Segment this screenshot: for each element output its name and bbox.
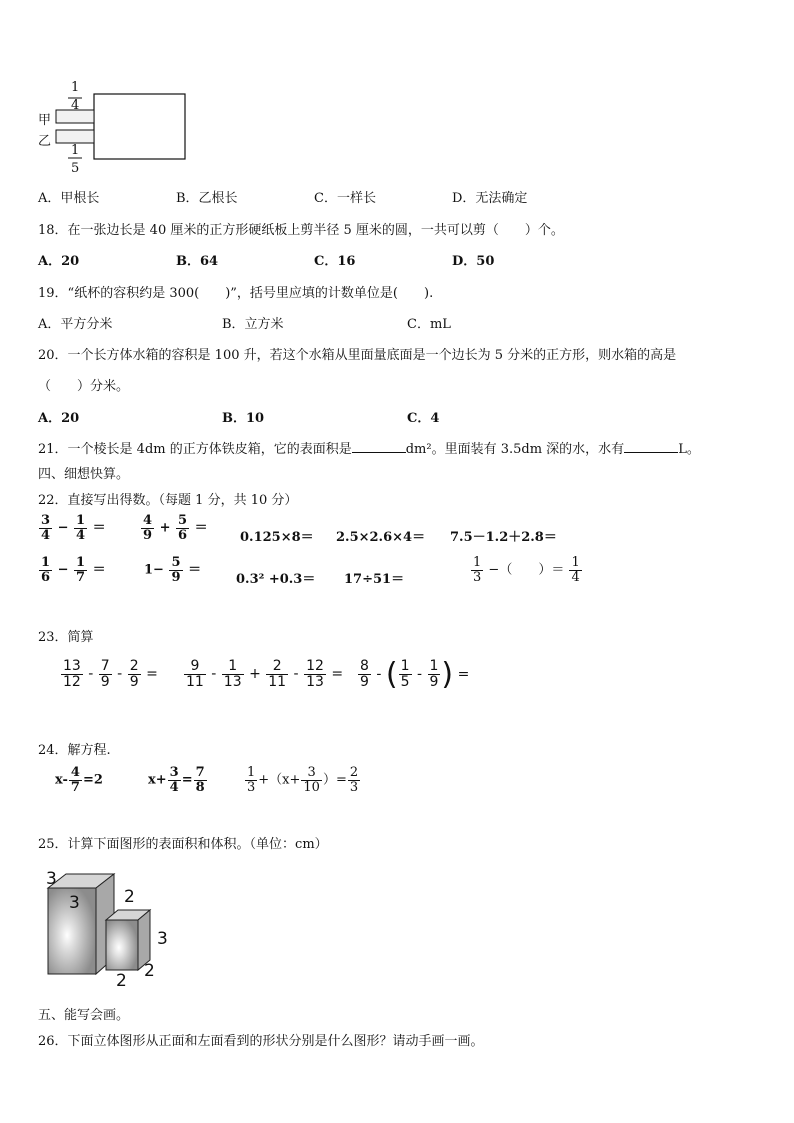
pipe-a-label: 甲 (38, 113, 52, 128)
q18-question: 18．在一张边长是 40 厘米的正方形硬纸板上剪半径 5 厘米的圆，一共可以剪（ ）个。 (38, 223, 564, 238)
q19-option-c[interactable]: C．mL (407, 317, 451, 332)
pipes-diagram (36, 80, 196, 180)
q21-text: 21．一个棱长是 4dm 的正方体铁皮箱，它的表面积是 (38, 442, 352, 457)
q19-question: 19．“纸杯的容积约是 300( )”，括号里应填的计数单位是( ). (38, 286, 434, 301)
q24-eq-1: x- $\frac{4}{7}$ =2 (55, 765, 103, 795)
q17-option-c[interactable]: C．一样长 (314, 191, 376, 206)
pipe-b-den: 5 (71, 161, 80, 176)
q21-blank-volume[interactable] (624, 440, 678, 453)
q19-option-a[interactable]: A．平方分米 (38, 317, 113, 332)
q22-title: 22．直接写出得数。（每题 1 分，共 10 分） (38, 493, 298, 508)
q17-figure (36, 80, 196, 180)
dim-small-w: 2 (116, 971, 127, 991)
dim-big-face: 3 (69, 893, 80, 913)
q20-question: 20．一个长方体水箱的容积是 100 升，若这个水箱从里面量底面是一个边长为 5 分米的正方形，则水箱的高是 (38, 348, 677, 363)
q21-blank-area[interactable] (352, 440, 406, 453)
q21-text-2: dm²。里面装有 3.5dm 深的水，水有 (405, 442, 625, 457)
q17-option-b[interactable]: B．乙根长 (176, 191, 238, 206)
q23-expr-2: $\frac{9}{11}$ - $\frac{1}{13}$ + $\frac{2}{11}$ - $\frac{12}{13}$ = (186, 658, 344, 690)
q22-r1-a: $\frac{3}{4}$ − $\frac{1}{4}$ ＝ (41, 513, 106, 543)
q22-r1-d: 2.5×2.6×4＝ (336, 530, 426, 545)
q18-option-d[interactable]: D．50 (452, 254, 495, 269)
q23-expr-3: $\frac{8}{9}$ - ( $\frac{1}{5}$ - $\frac{1}{9}$ ) = (360, 657, 470, 692)
pipe-a-den: 4 (71, 98, 80, 113)
q20-option-a[interactable]: A．20 (38, 411, 80, 426)
q24-eq-2: x+ $\frac{3}{4}$ = $\frac{7}{8}$ (148, 765, 205, 795)
q21-text-3: L。 (678, 442, 700, 457)
q22-r2-c: 0.3² +0.3＝ (236, 572, 316, 587)
pipe-b-label: 乙 (38, 134, 52, 149)
q22-r1-c: 0.125×8＝ (240, 530, 314, 545)
q21-question (38, 438, 700, 457)
q17-option-d[interactable]: D．无法确定 (452, 191, 528, 206)
q22-r1-e: 7.5－1.2＋2.8＝ (450, 530, 557, 545)
q22-r2-e: $\frac{1}{3}$ −（ ）＝ $\frac{1}{4}$ (473, 555, 580, 585)
q22-r2-d: 17÷51＝ (344, 572, 405, 587)
q25-title: 25．计算下面图形的表面积和体积。（单位：cm） (38, 837, 328, 852)
q20-option-b[interactable]: B．10 (222, 411, 265, 426)
q20-question-cont: （ ）分米。 (38, 379, 130, 394)
q18-option-a[interactable]: A．20 (38, 254, 80, 269)
q18-option-c[interactable]: C．16 (314, 254, 356, 269)
q22-r1-b: $\frac{4}{9}$ + $\frac{5}{6}$ ＝ (143, 513, 208, 543)
q26-question: 26．下面立体图形从正面和左面看到的形状分别是什么图形？请动手画一画。 (38, 1034, 484, 1049)
pipe-b-num: 1 (71, 143, 80, 158)
q24-eq-3: $\frac{1}{3}$ +（x+ $\frac{3}{10}$ ）= $\frac{2}{3}$ (247, 765, 359, 795)
q24-title: 24．解方程. (38, 743, 111, 758)
q25-figure (38, 862, 178, 992)
q19-option-b[interactable]: B．立方米 (222, 317, 284, 332)
q23-title: 23．简算 (38, 630, 94, 645)
section-4-heading: 四、细想快算。 (38, 467, 130, 482)
dim-big-top: 3 (46, 869, 57, 889)
q20-option-c[interactable]: C．4 (407, 411, 440, 426)
cuboid-diagram (38, 862, 178, 992)
q23-expr-1: $\frac{13}{12}$ - $\frac{7}{9}$ - $\frac{2}{9}$ = (63, 658, 158, 690)
q22-r2-a: $\frac{1}{6}$ − $\frac{1}{7}$ ＝ (41, 555, 106, 585)
dim-small-d: 2 (144, 961, 155, 981)
pipe-a-num: 1 (71, 80, 80, 95)
dim-big-depth: 2 (124, 887, 135, 907)
q22-r2-b: 1− $\frac{5}{9}$ ＝ (144, 555, 202, 585)
section-5-heading: 五、能写会画。 (38, 1008, 130, 1023)
dim-small-h: 3 (157, 929, 168, 949)
q18-option-b[interactable]: B．64 (176, 254, 219, 269)
q17-option-a[interactable]: A．甲根长 (38, 191, 100, 206)
